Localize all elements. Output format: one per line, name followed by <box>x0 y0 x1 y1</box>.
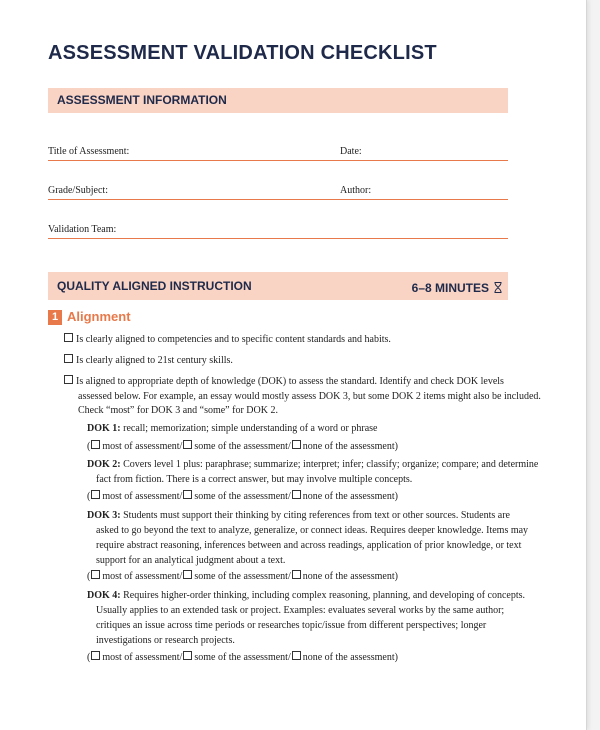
dok4-text-2: Usually applies to an extended task or project. Examples: evaluates several works by the same author; <box>96 605 505 616</box>
grade-subject-label: Grade/Subject: <box>48 185 108 196</box>
option-most: most of assessment/ <box>102 652 183 663</box>
dok1-text: recall; memorization; simple understanding of a word or phrase <box>123 423 378 434</box>
time-estimate <box>412 281 502 296</box>
dok2-options <box>87 490 398 503</box>
dok3-text-1: Students must support their thinking by citing references from text or other sources. Students are <box>123 510 510 521</box>
grade-author-row <box>48 179 508 200</box>
dok1-label: DOK 1: <box>87 423 121 434</box>
dok3-text-2: asked to go beyond the text to analyze, generalize, or connect ideas. Requires deeper knowledge. Items may <box>96 525 529 536</box>
section-title-alignment: Alignment <box>67 309 131 324</box>
checkbox-none[interactable] <box>292 490 301 499</box>
page-title: ASSESSMENT VALIDATION CHECKLIST <box>48 42 437 64</box>
open-paren: ( <box>87 441 91 452</box>
checkbox[interactable] <box>64 354 73 363</box>
title-of-assessment-label: Title of Assessment: <box>48 146 130 157</box>
dok3-label: DOK 3: <box>87 510 121 521</box>
option-some: some of the assessment/ <box>194 571 291 582</box>
option-most: most of assessment/ <box>102 491 183 502</box>
alignment-item-1-text: Is clearly aligned to competencies and to specific content standards and habits. <box>76 334 391 345</box>
assessment-info-label: ASSESSMENT INFORMATION <box>57 93 227 107</box>
option-none: none of the assessment) <box>302 491 398 502</box>
assessment-info-header <box>48 88 508 113</box>
checkbox[interactable] <box>64 375 73 384</box>
hourglass-icon <box>494 282 502 296</box>
checkbox-some[interactable] <box>183 651 192 660</box>
option-most: most of assessment/ <box>102 571 183 582</box>
dok4-label: DOK 4: <box>87 590 121 601</box>
checkbox-most[interactable] <box>91 651 100 660</box>
checkbox-none[interactable] <box>292 570 301 579</box>
checkbox-some[interactable] <box>183 570 192 579</box>
checkbox-some[interactable] <box>183 490 192 499</box>
section-number-badge: 1 <box>48 310 62 325</box>
instruction-label: QUALITY ALIGNED INSTRUCTION <box>57 279 252 293</box>
option-some: some of the assessment/ <box>194 491 291 502</box>
option-none: none of the assessment) <box>302 441 398 452</box>
alignment-item-3-text: Is aligned to appropriate depth of knowledge (DOK) to assess the standard. Identify and check DOK levels <box>76 376 504 387</box>
validation-team-label: Validation Team: <box>48 224 117 235</box>
dok4-description <box>87 589 525 602</box>
alignment-item-1 <box>64 333 391 346</box>
checkbox-most[interactable] <box>91 490 100 499</box>
dok3-text-4: support for an analytical judgment about a text. <box>96 555 286 566</box>
checkbox-none[interactable] <box>292 651 301 660</box>
dok4-text-3: critiques an issue across time periods or researches topic/issue from different perspectives; longer <box>96 620 487 631</box>
dok2-text-1: Covers level 1 plus: paraphrase; summarize; interpret; infer; classify; organize; compare; and determine <box>123 459 539 470</box>
checkbox-most[interactable] <box>91 570 100 579</box>
dok1-description <box>87 422 377 435</box>
dok2-text-2: fact from fiction. There is a correct answer, but may involve multiple concepts. <box>96 474 413 485</box>
open-paren: ( <box>87 491 91 502</box>
author-label: Author: <box>340 185 372 196</box>
validation-team-row <box>48 218 508 239</box>
alignment-item-3-line2: assessed below. For example, an essay would mostly assess DOK 3, but some DOK 2 items might also be included. <box>78 391 541 402</box>
dok3-text-3: require abstract reasoning, inferences between and across readings, application of prior knowledge, or text <box>96 540 522 551</box>
time-text: 6–8 MINUTES <box>411 281 489 295</box>
option-none: none of the assessment) <box>302 571 398 582</box>
alignment-item-2 <box>64 354 233 367</box>
alignment-item-2-text: Is clearly aligned to 21st century skills. <box>76 355 233 366</box>
option-most: most of assessment/ <box>102 441 183 452</box>
option-some: some of the assessment/ <box>194 441 291 452</box>
instruction-header <box>48 272 508 300</box>
open-paren: ( <box>87 652 91 663</box>
alignment-item-3 <box>64 375 504 388</box>
open-paren: ( <box>87 571 91 582</box>
dok3-options <box>87 570 398 583</box>
checkbox-none[interactable] <box>292 440 301 449</box>
dok1-options <box>87 440 398 453</box>
date-label: Date: <box>340 146 362 157</box>
dok4-text-1: Requires higher-order thinking, including complex reasoning, planning, and developing of concepts. <box>123 590 526 601</box>
dok2-description <box>87 458 538 471</box>
checkbox-some[interactable] <box>183 440 192 449</box>
dok4-options <box>87 651 398 664</box>
dok2-label: DOK 2: <box>87 459 121 470</box>
checkbox[interactable] <box>64 333 73 342</box>
dok4-text-4: investigations or research projects. <box>96 635 235 646</box>
option-some: some of the assessment/ <box>194 652 291 663</box>
title-date-row <box>48 140 508 161</box>
option-none: none of the assessment) <box>302 652 398 663</box>
dok3-description <box>87 509 510 522</box>
checkbox-most[interactable] <box>91 440 100 449</box>
alignment-item-3-line3: Check “most” for DOK 3 and “some” for DOK 2. <box>78 405 278 416</box>
